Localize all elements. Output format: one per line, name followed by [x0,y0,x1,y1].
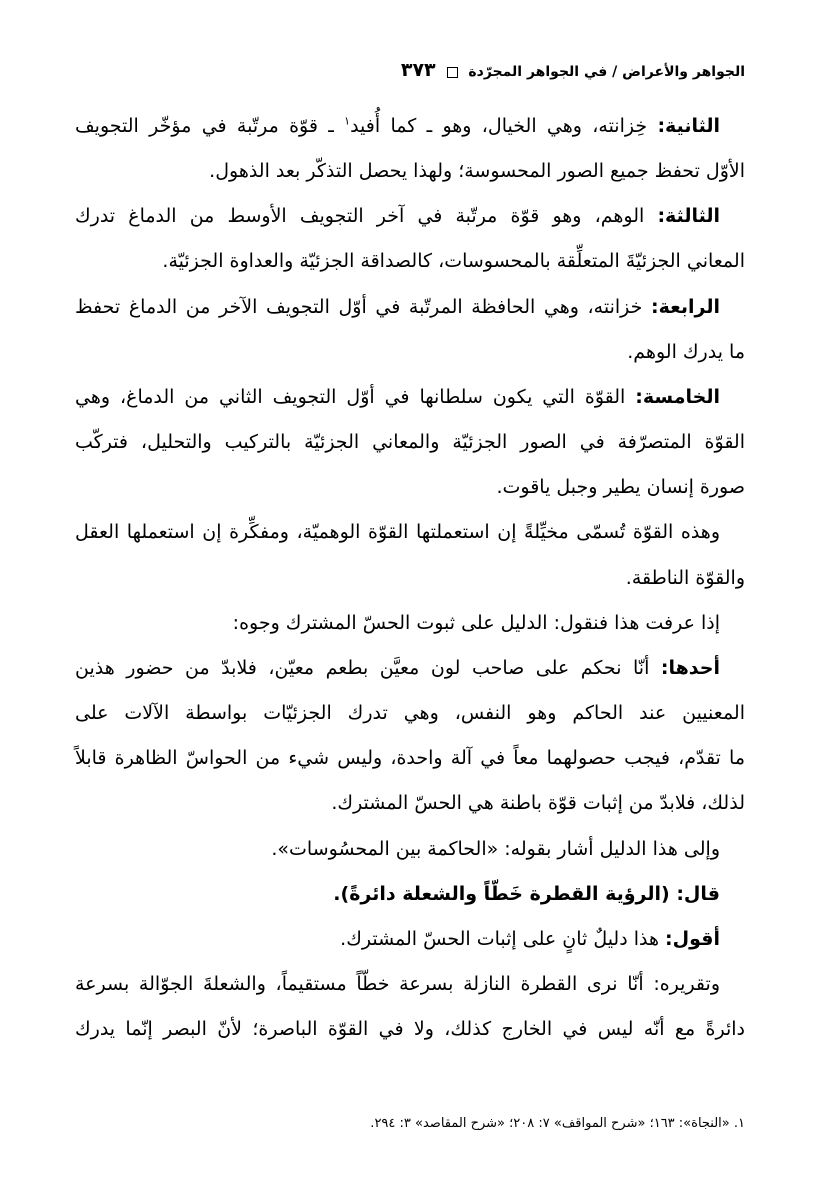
line-text: الأوّل تحفظ جميع الصور المحسوسة؛ ولهذا يحصل التذكّر بعد الذهول. [209,160,745,183]
paragraph [75,872,745,917]
line-text: والقوّة الناطقة. [625,566,745,589]
line-text: المعاني الجزئيّةَ المتعلِّقة بالمحسوسات، كالصداقة الجزئيّة والعداوة الجزئيّة. [162,250,745,273]
text-line [75,556,745,601]
paragraph-lead: الثالثة: [657,205,720,228]
text-line [75,827,745,872]
text-line [75,872,745,917]
paragraph-lead: أحدها: [660,656,720,679]
line-text: ـ قوّة مرتّبة في مؤخّر التجويف [75,115,345,137]
running-title: الجواهر والأعراض / في الجواهر المجرّدة [468,64,745,80]
line-text: القوّة التي يكون سلطانها في أوّل التجويف الثاني من الدماغ، وهي [75,385,626,408]
paragraph [75,962,745,1052]
running-header [75,56,745,86]
paragraph [75,194,745,284]
line-text: وإلى هذا الدليل أشار بقوله: «الحاكمة بين المحسُوسات». [271,837,720,860]
text-line [75,104,745,149]
line-text: المعنيين عند الحاكم وهو النفس، وهي تدرك الجزئيّات بواسطة الآلات على [75,702,745,725]
paragraph [75,646,745,827]
text-line [75,646,745,691]
text-line [75,149,745,194]
paragraph-lead: الخامسة: [635,385,720,408]
text-line [75,917,745,962]
footnote: ١. «النجاة»: ١٦٣؛ «شرح المواقف» ٧: ٢٠٨؛ «شرح المقاصد» ٣: ٢٩٤. [370,1116,745,1131]
paragraph [75,285,745,375]
line-text: خِزانته، وهي الخيال، وهو ـ كما أُفيد [350,115,648,137]
text-line [75,420,745,465]
line-text: هذا دليلٌ ثانٍ على إثبات الحسّ المشترك. [340,927,659,950]
paragraph [75,510,745,600]
text-line [75,691,745,736]
line-text: وهذه القوّة تُسمّى مخيِّلةً إن استعملتها القوّة الوهميّة، ومفكِّرة إن استعملها العقل [75,521,720,544]
paragraph [75,601,745,646]
line-text: دائرةً مع أنّه ليس في الخارج كذلك، ولا في القوّة الباصرة؛ لأنّ البصر إنّما يدرك [75,1018,745,1041]
text-line [75,510,745,555]
paragraph [75,917,745,962]
text-line [75,194,745,239]
text-line [75,465,745,510]
text-line [75,781,745,826]
paragraph [75,827,745,872]
line-text: لذلك، فلابدّ من إثبات قوّة باطنة هي الحسّ المشترك. [331,792,745,815]
line-text: صورة إنسان يطير وجبل ياقوت. [496,476,745,499]
paragraph-lead: أقول: [665,927,720,950]
main-text [75,104,745,1052]
text-line [75,330,745,375]
paragraph-lead: الرابعة: [651,295,720,318]
line-text: ما يدرك الوهم. [627,340,745,363]
paragraph [75,375,745,510]
text-line [75,601,745,646]
line-text: أنّا نحكم على صاحب لون معيَّن بطعم معيّن، فلابدّ من حضور هذين [75,656,650,679]
line-text: ما تقدّم، فيجب حصولهما معاً في آلة واحدة، وليس شيء من الحواسّ الظاهرة قابلاً [75,747,745,770]
separator-square-icon [447,67,458,78]
line-text: إذا عرفت هذا فنقول: الدليل على ثبوت الحسّ المشترك وجوه: [232,611,720,634]
line-text: (الرؤية القطرة خَطّاً والشعلة دائرةً). [333,882,670,905]
line-text: القوّة المتصرّفة في الصور الجزئيّة والمعاني الجزئيّة بالتركيب والتحليل، فتركّب [75,431,745,454]
paragraph-lead: قال: [676,882,720,905]
text-line [75,1007,745,1052]
page-number: ٣٧٣ [400,59,436,81]
line-text: خزانته، وهي الحافظة المرتّبة في أوّل التجويف الآخر من الدماغ تحفظ [75,295,643,318]
footnote-ref: ١ [344,114,351,128]
line-text: وتقريره: أنّا نرى القطرة النازلة بسرعة خطّاً مستقيماً، والشعلةَ الجوّالة بسرعة [75,972,720,995]
text-line [75,239,745,284]
text-line [75,285,745,330]
paragraph-lead: الثانية: [657,115,720,137]
text-line [75,736,745,781]
paragraph [75,104,745,194]
text-line [75,375,745,420]
text-line [75,962,745,1007]
line-text: الوهم، وهو قوّة مرتّبة في آخر التجويف الأوسط من الدماغ تدرك [75,205,645,228]
